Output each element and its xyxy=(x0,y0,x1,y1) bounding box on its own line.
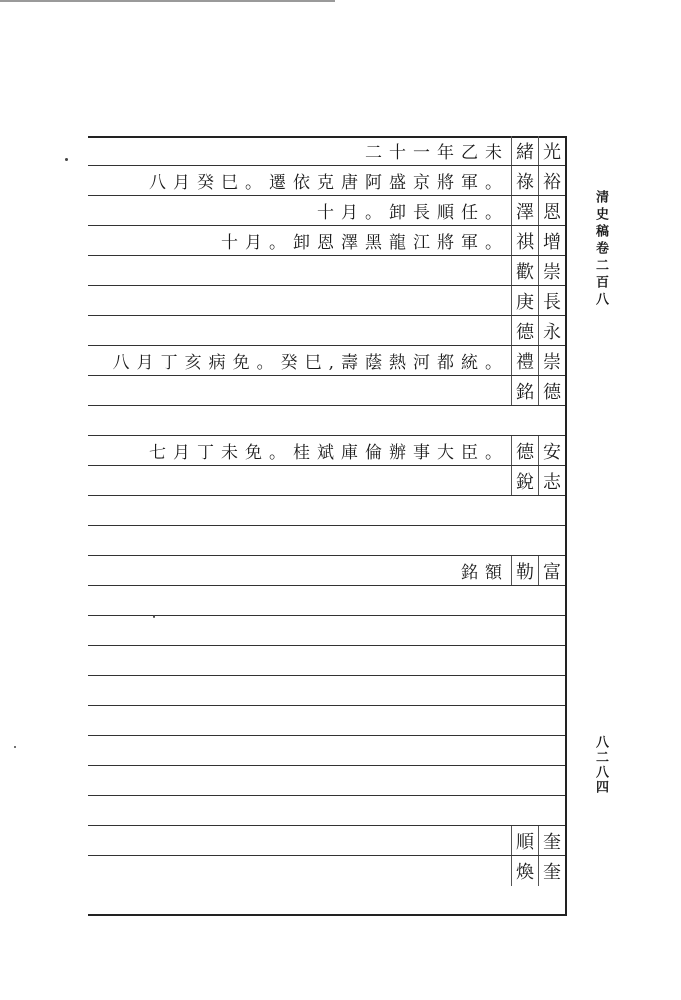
empty-row-cell xyxy=(88,796,565,825)
table-row xyxy=(88,706,565,736)
official-name-second-cell: 銳 xyxy=(511,466,538,495)
table-row xyxy=(88,796,565,826)
table-row xyxy=(88,466,565,496)
record-text-cell xyxy=(88,826,511,855)
table-row xyxy=(88,676,565,706)
table-row xyxy=(88,166,565,196)
official-name-second-cell: 緒 xyxy=(511,136,538,165)
official-name-second-cell: 祺 xyxy=(511,226,538,255)
table-row xyxy=(88,496,565,526)
official-name-cell: 奎 xyxy=(538,826,565,855)
empty-row-cell xyxy=(88,766,565,795)
top-edge-rule xyxy=(0,0,335,2)
table-row xyxy=(88,856,565,886)
official-name-cell: 長 xyxy=(538,286,565,315)
official-name-second-cell: 順 xyxy=(511,826,538,855)
side-title: 清史稿卷二百八 xyxy=(593,190,608,309)
official-name-second-cell: 澤 xyxy=(511,196,538,225)
record-text-cell xyxy=(88,856,511,886)
page-number: 八二八四 xyxy=(593,735,608,795)
table-row xyxy=(88,736,565,766)
official-name-cell: 富 xyxy=(538,556,565,585)
record-text-cell xyxy=(88,376,511,405)
ink-speck xyxy=(65,158,68,161)
empty-row-cell xyxy=(88,616,565,645)
official-name-cell: 增 xyxy=(538,226,565,255)
official-name-second-cell: 禮 xyxy=(511,346,538,375)
record-text-cell xyxy=(88,466,511,495)
record-text-cell xyxy=(88,256,511,285)
table-row xyxy=(88,826,565,856)
table-row xyxy=(88,136,565,166)
empty-row-cell xyxy=(88,646,565,675)
official-name-second-cell: 德 xyxy=(511,436,538,465)
official-name-cell: 安 xyxy=(538,436,565,465)
table-row xyxy=(88,346,565,376)
official-name-cell: 裕 xyxy=(538,166,565,195)
official-name-second-cell: 祿 xyxy=(511,166,538,195)
record-text-cell xyxy=(88,316,511,345)
official-name-cell: 崇 xyxy=(538,346,565,375)
official-name-second-cell: 庚 xyxy=(511,286,538,315)
empty-row-cell xyxy=(88,586,565,615)
official-name-second-cell: 銘 xyxy=(511,376,538,405)
official-name-second-cell: 煥 xyxy=(511,856,538,886)
record-text-cell: 十月。卸恩澤黑龍江將軍。 xyxy=(221,233,509,253)
record-text-cell xyxy=(88,286,511,315)
official-name-cell: 志 xyxy=(538,466,565,495)
table-row xyxy=(88,586,565,616)
official-name-second-cell: 歡 xyxy=(511,256,538,285)
official-name-second-cell: 勒 xyxy=(511,556,538,585)
record-text-cell: 七月丁未免。桂斌庫倫辦事大臣。 xyxy=(149,443,509,463)
empty-row-cell xyxy=(88,736,565,765)
record-text-cell: 銘額 xyxy=(461,563,509,583)
table-row xyxy=(88,406,565,436)
empty-row-cell xyxy=(88,406,565,435)
record-text-cell: 十月。卸長順任。 xyxy=(317,203,509,223)
official-name-cell: 崇 xyxy=(538,256,565,285)
official-name-cell: 光 xyxy=(538,136,565,165)
record-text-cell: 八月丁亥病免。癸巳,壽蔭熱河都統。 xyxy=(112,353,509,373)
official-name-cell: 德 xyxy=(538,376,565,405)
empty-row-cell xyxy=(88,706,565,735)
record-text-cell: 八月癸巳。遷依克唐阿盛京將軍。 xyxy=(149,173,509,193)
official-name-second-cell: 德 xyxy=(511,316,538,345)
table-row xyxy=(88,226,565,256)
table-row xyxy=(88,436,565,466)
ink-speck xyxy=(14,746,16,748)
table-row xyxy=(88,616,565,646)
table-row xyxy=(88,766,565,796)
table-row xyxy=(88,196,565,226)
record-text-cell: 二十一年乙未 xyxy=(365,143,509,163)
ink-speck xyxy=(153,615,155,618)
table-row xyxy=(88,646,565,676)
table-row xyxy=(88,256,565,286)
table-row xyxy=(88,376,565,406)
table-row xyxy=(88,556,565,586)
official-table xyxy=(88,136,565,886)
table-row xyxy=(88,286,565,316)
empty-row-cell xyxy=(88,676,565,705)
empty-row-cell xyxy=(88,526,565,555)
official-name-cell: 奎 xyxy=(538,856,565,886)
official-name-cell: 恩 xyxy=(538,196,565,225)
empty-row-cell xyxy=(88,496,565,525)
table-row xyxy=(88,316,565,346)
table-row xyxy=(88,526,565,556)
official-name-cell: 永 xyxy=(538,316,565,345)
